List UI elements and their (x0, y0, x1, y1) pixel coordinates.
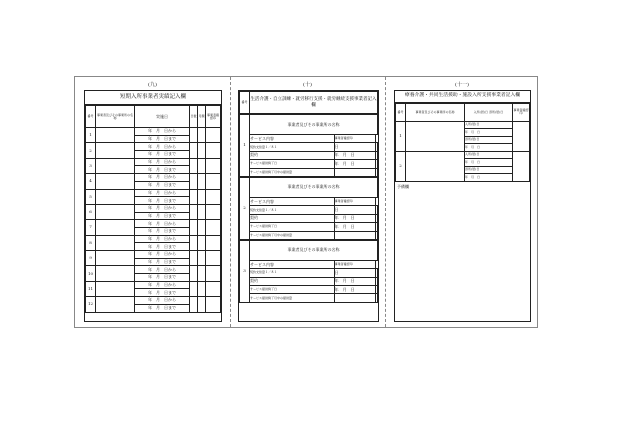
provider-cell (96, 128, 135, 143)
table-row (86, 235, 221, 243)
col-days: 日数 (190, 106, 198, 128)
days-cell (190, 204, 198, 219)
block-cell: 年 月 日 (334, 160, 375, 168)
date-cell: 年 月 日 (465, 174, 513, 182)
panel11 (394, 90, 531, 322)
block-cell (375, 160, 377, 168)
impl-date: 年 月 日から (135, 143, 190, 151)
impl-date: 年 月 日まで (135, 304, 190, 312)
block-row (240, 223, 378, 231)
days-cell (190, 297, 198, 312)
block-row (240, 214, 378, 222)
provider-cell (96, 281, 135, 296)
p11-col-no: 番号 (396, 103, 406, 121)
table-row (86, 189, 221, 197)
provider-cell (96, 251, 135, 266)
provider-cell (96, 174, 135, 189)
check-cell (206, 281, 221, 296)
panel11-title: 療養介護・共同生活援助・施設入所支援事業者記入欄 (395, 91, 530, 103)
block-cell: 事業者確認印 (334, 197, 375, 205)
block-cell: 年 月 日 (334, 286, 375, 294)
impl-date: 年 月 日から (135, 251, 190, 259)
row-number: 2 (86, 143, 96, 158)
block-cell (375, 206, 377, 214)
provider-cell (96, 220, 135, 235)
days-cell (190, 174, 198, 189)
table-row (86, 297, 221, 305)
block-cell: 契約 (250, 151, 335, 159)
date-cell: 入所(居)日 (465, 151, 513, 159)
block-cell: 事業者及びその事業所の名称 (250, 240, 378, 260)
ok-cell (198, 143, 206, 158)
date-cell: 年 月 日 (465, 159, 513, 167)
impl-date: 年 月 日から (135, 235, 190, 243)
panel11-table (395, 103, 530, 182)
block-cell: 事業者確認印 (334, 260, 375, 268)
date-cell: 年 月 日 (465, 129, 513, 137)
service-block (239, 114, 378, 177)
ok-cell (198, 128, 206, 143)
block-cell: 契約支給量１／８１ (250, 143, 335, 151)
check-cell (513, 151, 530, 181)
block-row (240, 135, 378, 143)
block-cell: 年 月 日 (334, 223, 375, 231)
row-number: 7 (86, 220, 96, 235)
impl-date: 年 月 日まで (135, 181, 190, 189)
table-row (86, 204, 221, 212)
table-row (86, 143, 221, 151)
block-row (240, 294, 378, 302)
days-cell (190, 189, 198, 204)
row-number: 1 (86, 128, 96, 143)
ok-cell (198, 174, 206, 189)
block-cell: 年 月 日 (334, 151, 375, 159)
panel10 (238, 90, 379, 322)
block-cell: サービス提供終了日 (250, 223, 335, 231)
ok-cell (198, 281, 206, 296)
col-provider: 事業者及びその事業所の名称 (96, 106, 135, 128)
block-row (240, 115, 378, 135)
document-sheet (74, 76, 538, 328)
col-ok: 月額 (198, 106, 206, 128)
check-cell (206, 158, 221, 173)
impl-date: 年 月 日まで (135, 243, 190, 251)
block-row (240, 206, 378, 214)
impl-date: 年 月 日から (135, 204, 190, 212)
block-cell (375, 294, 377, 302)
row-number: 6 (86, 204, 96, 219)
block-cell: サービス内容 (250, 260, 335, 268)
check-cell (206, 266, 221, 281)
ok-cell (198, 251, 206, 266)
p10-col-no: 番号 (240, 92, 250, 114)
divider-1 (230, 77, 231, 327)
table-row (86, 281, 221, 289)
row-number: 2 (396, 151, 406, 181)
provider-cell (96, 266, 135, 281)
block-cell: 事業者及びその事業所の名称 (250, 115, 378, 135)
impl-date: 年 月 日まで (135, 274, 190, 282)
impl-date: 年 月 日まで (135, 258, 190, 266)
check-cell (513, 121, 530, 151)
row-number: 2 (240, 177, 250, 239)
days-cell (190, 281, 198, 296)
block-cell: サービス提供終了日 (250, 160, 335, 168)
row-number: 5 (86, 189, 96, 204)
days-cell (190, 235, 198, 250)
block-cell: 年 月 日 (334, 277, 375, 285)
ok-cell (198, 158, 206, 173)
row-number: 9 (86, 251, 96, 266)
provider-cell (96, 297, 135, 312)
block-cell: 日 (334, 206, 375, 214)
block-cell: 契約支給量１／８１ (250, 269, 335, 277)
row-number: 1 (240, 115, 250, 177)
block-cell: 日 (334, 269, 375, 277)
block-row (240, 168, 378, 176)
check-cell (206, 128, 221, 143)
panel9-table (85, 105, 221, 313)
check-cell (206, 297, 221, 312)
block-cell: 年 月 日 (334, 214, 375, 222)
block-cell (375, 143, 377, 151)
col-check: 事業者確認印 (206, 106, 221, 128)
ok-cell (198, 266, 206, 281)
table-row (86, 174, 221, 182)
table-row (396, 121, 530, 129)
date-cell: 入所(居)日 (465, 121, 513, 129)
table-row (86, 266, 221, 274)
panel10-title: 生活介護・自立訓練・就労移行支援・就労継続支援事業者記入欄 (250, 92, 378, 114)
block-cell: サービス内容 (250, 135, 335, 143)
p11-col-inout: 入所(居)日 退所(居)日 (465, 103, 513, 121)
block-row (240, 197, 378, 205)
impl-date: 年 月 日から (135, 128, 190, 136)
ok-cell (198, 297, 206, 312)
impl-date: 年 月 日から (135, 174, 190, 182)
block-cell (375, 286, 377, 294)
impl-date: 年 月 日から (135, 158, 190, 166)
block-cell: サービス提供終了月中の提供量 (250, 294, 335, 302)
table-row (86, 220, 221, 228)
check-cell (206, 235, 221, 250)
block-row (240, 269, 378, 277)
block-cell (375, 151, 377, 159)
impl-date: 年 月 日から (135, 297, 190, 305)
block-cell: サービス提供終了日 (250, 286, 335, 294)
row-number: 8 (86, 235, 96, 250)
row-number: 4 (86, 174, 96, 189)
check-cell (206, 204, 221, 219)
panel11-number: (十一) (455, 82, 469, 88)
panel9-number: (九) (148, 82, 157, 88)
row-number: 12 (86, 297, 96, 312)
row-number: 3 (86, 158, 96, 173)
impl-date: 年 月 日まで (135, 197, 190, 205)
block-cell (334, 168, 375, 176)
provider-cell (96, 235, 135, 250)
block-row (240, 277, 378, 285)
block-cell: 契約 (250, 214, 335, 222)
panel9-title: 短期入所事業者実績記入欄 (85, 91, 221, 105)
impl-date: 年 月 日から (135, 266, 190, 274)
impl-date: 年 月 日まで (135, 212, 190, 220)
block-cell (375, 214, 377, 222)
date-cell: 退所(居)日 (465, 136, 513, 144)
date-cell: 年 月 日 (465, 144, 513, 152)
impl-date: 年 月 日まで (135, 227, 190, 235)
p11-col-name: 事業者及びその事業所の名称 (406, 103, 465, 121)
ok-cell (198, 220, 206, 235)
provider-cell (96, 158, 135, 173)
col-no: 番号 (86, 106, 96, 128)
ok-cell (198, 235, 206, 250)
block-cell: サービス提供終了月中の提供量 (250, 231, 335, 239)
block-cell (334, 231, 375, 239)
block-cell: サービス提供終了月中の提供量 (250, 168, 335, 176)
table-row (86, 128, 221, 136)
name-cell (406, 121, 465, 151)
impl-date: 年 月 日から (135, 220, 190, 228)
ok-cell (198, 189, 206, 204)
block-cell (375, 277, 377, 285)
check-cell (206, 220, 221, 235)
days-cell (190, 128, 198, 143)
block-cell: サービス内容 (250, 197, 335, 205)
block-cell (375, 223, 377, 231)
block-cell (375, 269, 377, 277)
row-number: 3 (240, 240, 250, 302)
block-cell (334, 294, 375, 302)
impl-date: 年 月 日まで (135, 289, 190, 297)
col-impl: 実施日 (135, 106, 190, 128)
block-row (240, 160, 378, 168)
block-cell: 日 (334, 143, 375, 151)
impl-date: 年 月 日から (135, 281, 190, 289)
block-row (240, 231, 378, 239)
block-row (240, 177, 378, 197)
divider-2 (385, 77, 386, 327)
block-row (240, 143, 378, 151)
days-cell (190, 158, 198, 173)
panel10-header (239, 91, 378, 114)
ok-cell (198, 204, 206, 219)
block-row (240, 151, 378, 159)
name-cell (406, 151, 465, 181)
p11-col-check: 事業者確認印 (513, 103, 530, 121)
block-row (240, 260, 378, 268)
impl-date: 年 月 日まで (135, 166, 190, 174)
service-block (239, 177, 378, 240)
check-cell (206, 174, 221, 189)
check-cell (206, 251, 221, 266)
check-cell (206, 143, 221, 158)
block-cell: 契約支給量１／８１ (250, 206, 335, 214)
block-cell (375, 231, 377, 239)
table-row (86, 158, 221, 166)
impl-date: 年 月 日から (135, 189, 190, 197)
block-row (240, 240, 378, 260)
table-row (396, 151, 530, 159)
block-cell: 契約 (250, 277, 335, 285)
block-cell (375, 168, 377, 176)
days-cell (190, 266, 198, 281)
row-number: 11 (86, 281, 96, 296)
panel10-number: (十) (303, 82, 312, 88)
days-cell (190, 143, 198, 158)
service-block (239, 240, 378, 303)
block-row (240, 286, 378, 294)
block-cell: 事業者確認印 (334, 135, 375, 143)
block-cell: 事業者及びその事業所の名称 (250, 177, 378, 197)
days-cell (190, 251, 198, 266)
impl-date: 年 月 日まで (135, 151, 190, 159)
provider-cell (96, 143, 135, 158)
impl-date: 年 月 日まで (135, 135, 190, 143)
days-cell (190, 220, 198, 235)
check-cell (206, 189, 221, 204)
provider-cell (96, 204, 135, 219)
row-number: 10 (86, 266, 96, 281)
table-row (86, 251, 221, 259)
panel9 (84, 90, 222, 322)
row-number: 1 (396, 121, 406, 151)
date-cell: 退所(居)日 (465, 166, 513, 174)
provider-cell (96, 189, 135, 204)
memo-label: 予備欄 (397, 183, 409, 189)
